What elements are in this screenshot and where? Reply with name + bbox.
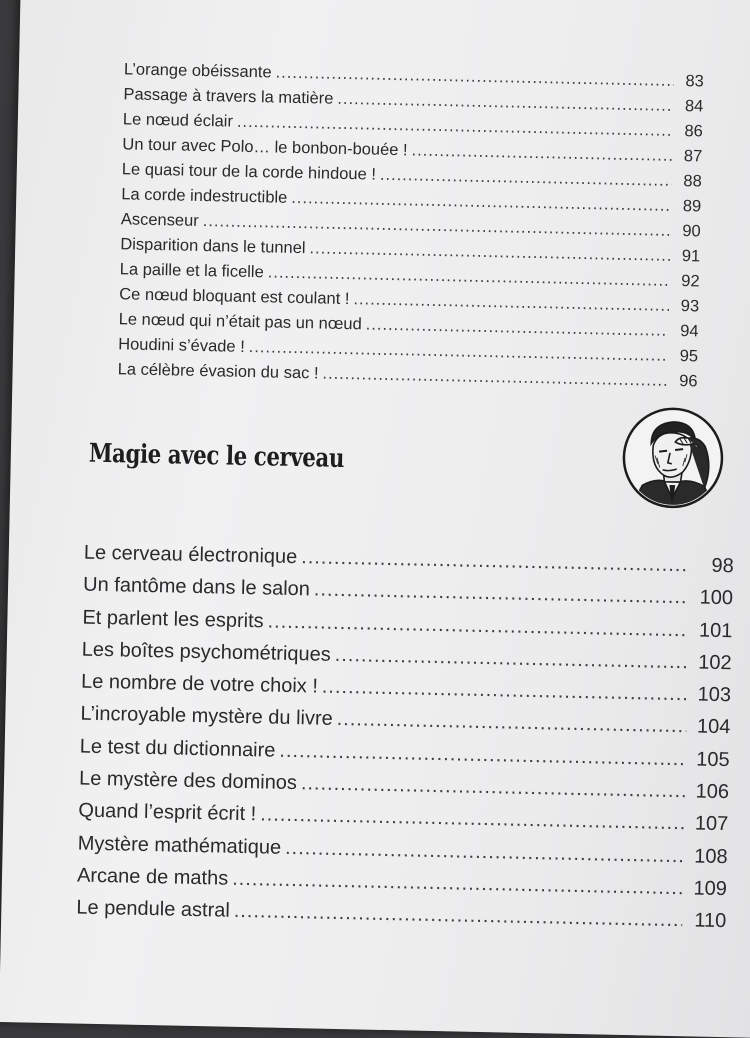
toc-entry-page-number: 90 [682, 222, 701, 241]
toc-entry-title: Le nœud éclair [122, 110, 234, 131]
toc-entry-title: Le pendule astral [76, 896, 231, 922]
toc-entry-page-number: 109 [693, 877, 728, 901]
dot-leader [275, 64, 674, 91]
toc-entry-title: Le nœud qui n’était pas un nœud [118, 310, 362, 334]
toc-entry-page-number: 102 [698, 651, 732, 675]
toc-entry-page-number: 100 [699, 586, 734, 610]
toc-entry-page-number: 83 [685, 72, 705, 91]
toc-entry-title: Quand l’esprit écrit ! [78, 799, 257, 826]
toc-entry-page-number: 105 [696, 748, 730, 771]
toc-entry-page-number: 92 [681, 272, 700, 291]
dot-leader [411, 141, 672, 165]
toc-entry-page-number: 110 [694, 909, 727, 933]
toc-entry-page-number: 98 [711, 554, 734, 578]
toc-entry-title: Passage à travers la matière [123, 85, 334, 108]
toc-entry-title: L’incroyable mystère du livre [80, 703, 333, 731]
toc-entry-title: Le nombre de votre choix ! [80, 670, 319, 698]
toc-entry-page-number: 86 [684, 122, 703, 141]
toc-entry-title: Le cerveau électronique [83, 541, 298, 569]
toc-entry-title: Ascenseur [120, 210, 199, 230]
toc-entry-page-number: 84 [684, 97, 704, 116]
toc-entry-page-number: 107 [694, 812, 729, 836]
toc-entry-title: Ce nœud bloquant est coulant ! [119, 285, 350, 309]
man-thinking-portrait-icon [620, 405, 726, 511]
section-heading: Magie avec le cerveau [88, 438, 345, 475]
toc-entry-page-number: 101 [698, 619, 733, 642]
toc-entry-page-number: 95 [679, 347, 699, 366]
toc-entry-page-number: 96 [679, 372, 698, 391]
toc-entry-title: Arcane de maths [76, 864, 229, 890]
toc-entry-title: Disparition dans le tunnel [120, 235, 306, 258]
toc-entry-page-number: 104 [696, 715, 731, 739]
toc-entry-title: Et parlent les esprits [82, 606, 264, 632]
toc-entry-title: L’orange obéissante [123, 60, 272, 82]
toc-entry-title: Le mystère des dominos [78, 767, 298, 795]
toc-entry-page-number: 88 [683, 172, 702, 191]
toc-entry-title: Le quasi tour de la corde hindoue ! [121, 160, 377, 184]
toc-entry-page-number: 89 [682, 197, 702, 216]
toc-entry-title: Le test du dictionnaire [79, 735, 276, 762]
toc-entry-page-number: 87 [683, 147, 703, 166]
toc-entry-page-number: 103 [697, 683, 732, 707]
toc-entry-title: Un tour avec Polo… le bonbon-bouée ! [122, 135, 408, 160]
toc-entry-page-number: 108 [694, 845, 728, 868]
toc-entry-page-number: 91 [681, 247, 701, 266]
toc-entry-page-number: 94 [680, 322, 699, 341]
toc-entry-title: La paille et la ficelle [119, 260, 264, 282]
dot-leader [301, 546, 690, 577]
toc-entry-page-number: 106 [695, 780, 730, 804]
toc-entry-title: Les boîtes psychométriques [81, 638, 332, 666]
toc-entry-title: Un fantôme dans le salon [82, 573, 311, 601]
toc-entry-title: Mystère mathématique [77, 832, 282, 859]
toc-entry-title: Houdini s’évade ! [118, 335, 245, 356]
toc-entry-title: La corde indestructible [121, 185, 288, 207]
toc-entry-title: La célèbre évasion du sac ! [117, 360, 319, 383]
table-of-contents-part-2 [76, 542, 734, 943]
toc-entry-page-number: 93 [680, 297, 700, 316]
table-of-contents-part-1 [117, 60, 704, 397]
